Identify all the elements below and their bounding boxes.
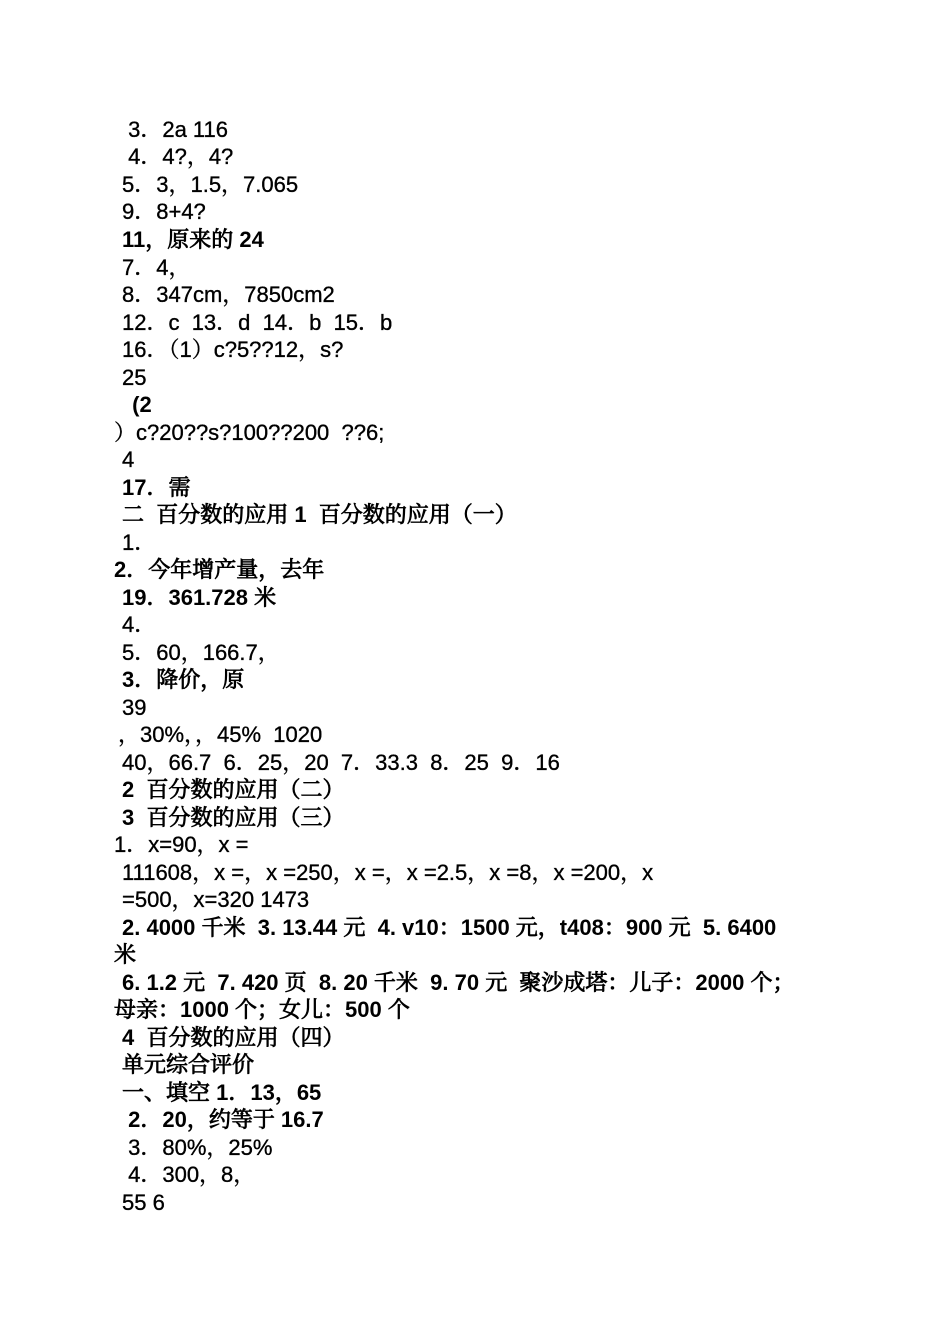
text-line: 一、填空 1．13，65 <box>122 1080 322 1105</box>
text-line: 17．需 <box>122 475 191 500</box>
text-line: (2 <box>126 392 152 417</box>
text-line: 9．8+4? <box>122 199 206 224</box>
text-line: 4 <box>122 447 135 472</box>
text-line: =500，x=320 1473 <box>122 887 310 912</box>
text-line: 3．80%，25% <box>122 1135 273 1160</box>
text-line: 11，原来的 24 <box>122 227 264 252</box>
text-line: 16．（1）c?5??12，s? <box>122 337 344 362</box>
text-line: 4． <box>122 612 157 637</box>
text-line: 12．c 13．d 14．b 15．b <box>122 310 393 335</box>
text-line: ）c?20??s?100??200 ??6; <box>114 420 385 445</box>
text-line: 1． <box>122 530 157 555</box>
text-line: 2. 4000 千米 3. 13.44 元 4. v10：1500 元，t408：900 元 5. 6400 <box>122 915 777 940</box>
text-line: 19．361.728 米 <box>122 585 277 610</box>
text-line: 55 6 <box>122 1190 165 1215</box>
text-line: 40，66.7 6．25，20 7．33.3 8．25 9．16 <box>122 750 560 775</box>
section-heading: 2 百分数的应用（二） <box>122 777 345 802</box>
section-heading: 4 百分数的应用（四） <box>122 1025 345 1050</box>
text-line: 4．300，8， <box>122 1162 256 1187</box>
text-line: 7．4， <box>122 255 191 280</box>
text-line: 2．20，约等于 16.7 <box>122 1107 324 1132</box>
text-line: 2．今年增产量，去年 <box>114 557 325 582</box>
text-line: 5．3，1.5，7.065 <box>122 172 299 197</box>
text-line: 39 <box>122 695 147 720</box>
text-line: 111608，x =，x =250，x =，x =2.5，x =8，x =200，x <box>122 860 654 885</box>
text-line: 母亲：1000 个；女儿：500 个 <box>114 997 410 1022</box>
text-line: 6. 1.2 元 7. 420 页 8. 20 千米 9. 70 元 聚沙成塔：儿子：2000 个； <box>122 970 795 995</box>
text-line: ，30%，，45% 1020 <box>118 722 323 747</box>
section-heading: 单元综合评价 <box>122 1052 255 1077</box>
text-line: 8．347cm，7850cm2 <box>122 282 335 307</box>
text-line: 3．2a 116 <box>122 117 229 142</box>
text-line: 3．降价，原 <box>122 667 245 692</box>
section-heading: 3 百分数的应用（三） <box>122 805 345 830</box>
text-line: 25 <box>122 365 147 390</box>
text-line: 4．4?，4? <box>122 144 234 169</box>
section-heading: 二 百分数的应用 1 百分数的应用（一） <box>122 502 517 527</box>
text-line: 米 <box>114 942 137 967</box>
text-line: 1．x=90，x = <box>114 832 249 857</box>
text-line: 5．60，166.7， <box>122 640 280 665</box>
